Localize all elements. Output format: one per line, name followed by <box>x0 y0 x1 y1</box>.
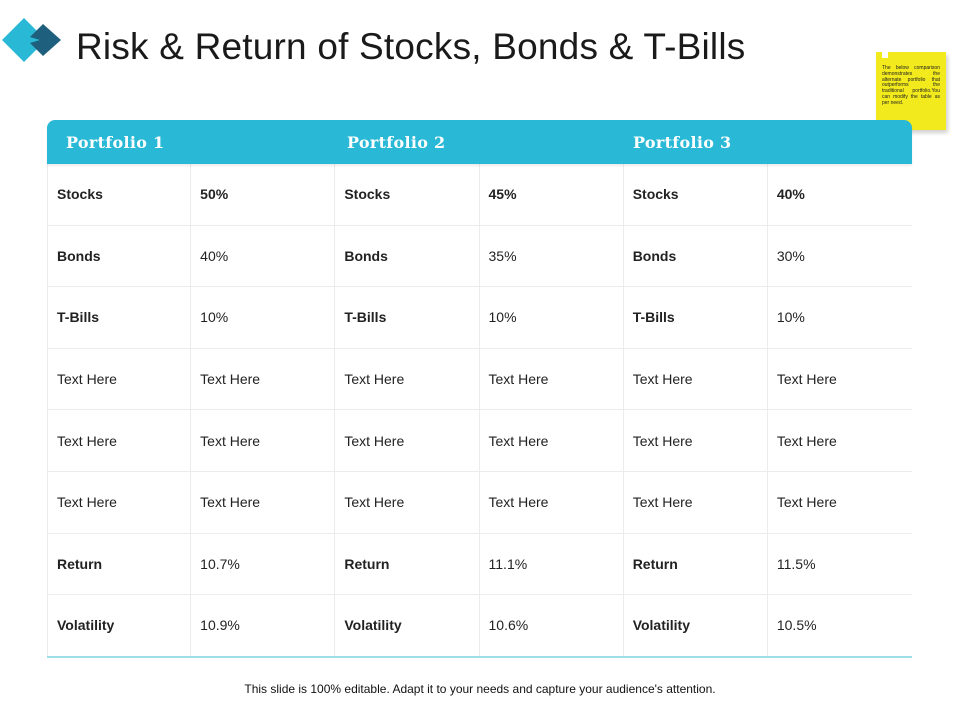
row-label-cell: Return <box>624 534 768 595</box>
row-label-cell: Volatility <box>47 595 191 656</box>
value-cell: 50% <box>191 164 335 225</box>
row-label-cell: Text Here <box>335 472 479 533</box>
value-cell: Text Here <box>191 472 335 533</box>
header-portfolio-3: Portfolio 3 <box>633 133 732 152</box>
table-body <box>47 164 912 658</box>
value-cell: 10% <box>776 309 805 326</box>
value-cell: 10.5% <box>776 617 817 634</box>
row-label-cell: Bonds <box>47 226 191 287</box>
header-portfolio-1: Portfolio 1 <box>66 133 165 152</box>
diamond-logo-icon <box>0 14 70 64</box>
value-cell: Text Here <box>776 371 837 388</box>
row-label-cell: Text Here <box>47 410 191 471</box>
value-cell: Text Here <box>480 349 624 410</box>
row-label-cell: Text Here <box>624 410 768 471</box>
value-cell: 10% <box>191 287 335 348</box>
row-label-cell: Return <box>335 534 479 595</box>
row-label-cell: Stocks <box>47 164 191 225</box>
table-row <box>47 164 912 226</box>
sticky-note-tab <box>882 51 888 58</box>
page-title: Risk & Return of Stocks, Bonds & T-Bills <box>76 26 746 67</box>
value-cell: 10.6% <box>480 595 624 656</box>
value-cell: Text Here <box>480 472 624 533</box>
row-label-cell: T-Bills <box>47 287 191 348</box>
value-cell: Text Here <box>191 410 335 471</box>
footer-text: This slide is 100% editable. Adapt it to your needs and capture your audience's attention. <box>244 682 716 696</box>
table-header <box>47 120 912 164</box>
portfolio-table <box>47 120 912 658</box>
value-cell: Text Here <box>776 432 837 449</box>
value-cell: 11.1% <box>480 534 624 595</box>
row-label-cell: Volatility <box>624 595 768 656</box>
table-row <box>47 349 912 411</box>
value-cell: Text Here <box>776 494 837 511</box>
table-row <box>47 472 912 534</box>
row-label-cell: T-Bills <box>624 287 768 348</box>
row-label-cell: Stocks <box>624 164 768 225</box>
value-cell: 10.7% <box>191 534 335 595</box>
table-row <box>47 226 912 288</box>
row-label-cell: Text Here <box>335 410 479 471</box>
row-label-cell: Bonds <box>624 226 768 287</box>
table-row <box>47 410 912 472</box>
row-label-cell: Text Here <box>624 349 768 410</box>
value-cell: 30% <box>776 247 805 264</box>
value-cell: 45% <box>480 164 624 225</box>
value-cell: 10% <box>480 287 624 348</box>
table-row <box>47 287 912 349</box>
value-cell: 11.5% <box>776 555 816 572</box>
row-label-cell: Text Here <box>47 472 191 533</box>
sticky-note-text: The below comparison demonstrates the alternate portfolio that outperforms the traditional portfolio.You can modify the table as per need. <box>882 65 940 106</box>
value-cell: 10.9% <box>191 595 335 656</box>
value-cell: 35% <box>480 226 624 287</box>
row-label-cell: Stocks <box>335 164 479 225</box>
row-label-cell: Text Here <box>47 349 191 410</box>
value-cell: 40% <box>776 186 805 203</box>
row-label-cell: Volatility <box>335 595 479 656</box>
table-row <box>47 534 912 596</box>
value-cell: Text Here <box>480 410 624 471</box>
row-label-cell: Text Here <box>624 472 768 533</box>
table-row <box>47 595 912 656</box>
row-label-cell: T-Bills <box>335 287 479 348</box>
row-label-cell: Text Here <box>335 349 479 410</box>
value-cell: Text Here <box>191 349 335 410</box>
row-label-cell: Bonds <box>335 226 479 287</box>
header-portfolio-2: Portfolio 2 <box>347 133 446 152</box>
row-label-cell: Return <box>47 534 191 595</box>
value-cell: 40% <box>191 226 335 287</box>
sticky-note <box>876 52 946 130</box>
